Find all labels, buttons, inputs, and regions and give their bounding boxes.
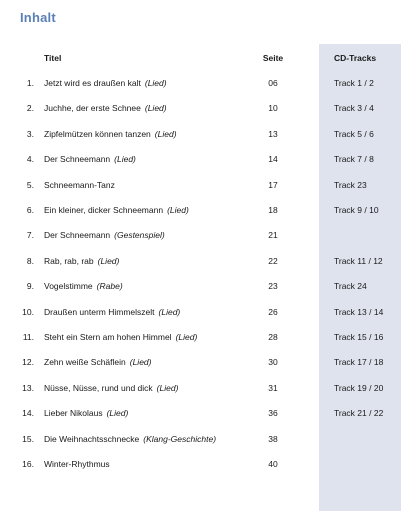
- entry-title: [44, 381, 178, 395]
- toc-entry-row: [0, 355, 416, 369]
- entry-number: 3.: [26, 129, 34, 139]
- toc-entry-row: [0, 330, 416, 344]
- entry-cd-track: Track 7 / 8: [334, 154, 374, 164]
- entry-title-text: Lieber Nikolaus: [44, 408, 103, 418]
- entry-title: [44, 330, 197, 344]
- entry-cd-track: Track 9 / 10: [334, 205, 379, 215]
- toc-header-row: [0, 51, 416, 65]
- entry-page: 36: [268, 408, 278, 418]
- entry-number: 1.: [26, 78, 34, 88]
- entry-title: [44, 254, 119, 268]
- entry-title: [44, 279, 123, 293]
- entry-page: 30: [268, 357, 278, 367]
- entry-note: (Klang-Geschichte): [143, 434, 217, 444]
- entry-note: (Lied): [114, 154, 136, 164]
- entry-title: [44, 127, 177, 141]
- entry-title-text: Zehn weiße Schäflein: [44, 357, 126, 367]
- entry-note: (Lied): [175, 332, 198, 342]
- entry-title: [44, 406, 128, 420]
- entry-cd-track: Track 23: [334, 180, 367, 190]
- page-heading: Inhalt: [20, 10, 56, 25]
- entry-title-text: Winter-Rhythmus: [44, 459, 110, 469]
- entry-title-text: Steht ein Stern am hohen Himmel: [44, 332, 172, 342]
- entry-page: 21: [268, 230, 278, 240]
- entry-title-text: Jetzt wird es draußen kalt: [44, 78, 141, 88]
- entry-title-text: Ein kleiner, dicker Schneemann: [44, 205, 164, 215]
- entry-number: 13.: [22, 383, 34, 393]
- entry-title-text: Nüsse, Nüsse, rund und dick: [44, 383, 153, 393]
- entry-note: (Lied): [106, 408, 129, 418]
- toc-entry-row: [0, 254, 416, 268]
- toc-entry-row: [0, 432, 416, 446]
- toc-entry-row: [0, 178, 416, 192]
- entry-page: 13: [268, 129, 278, 139]
- entry-title-text: Draußen unterm Himmelszelt: [44, 307, 155, 317]
- toc-entry-row: [0, 305, 416, 319]
- toc-entry-row: [0, 203, 416, 217]
- toc-entry-row: [0, 101, 416, 115]
- entry-note: (Lied): [97, 256, 120, 266]
- entry-cd-track: Track 3 / 4: [334, 103, 374, 113]
- entry-number: 15.: [22, 434, 34, 444]
- entry-title: [44, 152, 136, 166]
- entry-note: (Gestenspiel): [114, 230, 165, 240]
- entry-cd-track: Track 24: [334, 281, 367, 291]
- entry-note: (Lied): [144, 78, 167, 88]
- entry-note: (Lied): [156, 383, 179, 393]
- entry-page: 17: [268, 180, 278, 190]
- entry-page: 14: [268, 154, 278, 164]
- entry-title: [44, 432, 216, 446]
- entry-number: 2.: [26, 103, 34, 113]
- title-column-header: Titel: [44, 53, 62, 63]
- entry-number: 11.: [22, 332, 34, 342]
- entry-note: (Lied): [158, 307, 181, 317]
- entry-title-text: Vogelstimme: [44, 281, 93, 291]
- entry-number: 16.: [22, 459, 34, 469]
- entry-page: 31: [268, 383, 278, 393]
- entry-number: 6.: [26, 205, 34, 215]
- entry-title: [44, 76, 167, 90]
- entry-page: 22: [268, 256, 278, 266]
- entry-cd-track: Track 5 / 6: [334, 129, 374, 139]
- toc-entry-row: [0, 381, 416, 395]
- entry-number: 14.: [22, 408, 34, 418]
- toc-entry-row: [0, 127, 416, 141]
- entry-number: 4.: [26, 154, 34, 164]
- entry-cd-track: Track 13 / 14: [334, 307, 384, 317]
- entry-number: 5.: [26, 180, 34, 190]
- entry-title: [44, 101, 167, 115]
- entry-cd-track: Track 17 / 18: [334, 357, 384, 367]
- entry-title: [44, 178, 115, 192]
- entry-note: (Lied): [167, 205, 189, 215]
- entry-page: 06: [268, 78, 278, 88]
- page-column-header: Seite: [262, 53, 284, 63]
- entry-cd-track: Track 11 / 12: [334, 256, 383, 266]
- entry-title: [44, 305, 180, 319]
- entry-number: 12.: [22, 357, 34, 367]
- entry-page: 10: [268, 103, 278, 113]
- toc-entry-row: [0, 279, 416, 293]
- entry-number: 7.: [26, 230, 34, 240]
- toc-entry-row: [0, 76, 416, 90]
- entry-title-text: Rab, rab, rab: [44, 256, 94, 266]
- entry-title: [44, 203, 189, 217]
- entry-note: (Rabe): [96, 281, 123, 291]
- entry-note: (Lied): [144, 103, 167, 113]
- entry-number: 8.: [26, 256, 34, 266]
- toc-entry-row: [0, 457, 416, 471]
- tracks-column-header: CD-Tracks: [334, 53, 377, 63]
- entry-cd-track: Track 21 / 22: [334, 408, 384, 418]
- entry-number: 9.: [26, 281, 34, 291]
- entry-title-text: Der Schneemann: [44, 154, 111, 164]
- entry-note: (Lied): [129, 357, 152, 367]
- entry-page: 23: [268, 281, 278, 291]
- entry-cd-track: Track 19 / 20: [334, 383, 384, 393]
- entry-title-text: Die Weihnachtsschnecke: [44, 434, 140, 444]
- entry-page: 18: [268, 205, 278, 215]
- entry-title: [44, 228, 165, 242]
- entry-page: 40: [268, 459, 278, 469]
- entry-page: 28: [268, 332, 278, 342]
- entry-page: 38: [268, 434, 278, 444]
- entry-title-text: Zipfelmützen können tanzen: [44, 129, 151, 139]
- entry-cd-track: Track 15 / 16: [334, 332, 384, 342]
- entry-title-text: Schneemann-Tanz: [44, 180, 115, 190]
- entry-title-text: Juchhe, der erste Schnee: [44, 103, 141, 113]
- entry-cd-track: Track 1 / 2: [334, 78, 374, 88]
- toc-entry-row: [0, 228, 416, 242]
- entry-note: (Lied): [154, 129, 177, 139]
- entry-number: 10.: [22, 307, 34, 317]
- toc-entry-row: [0, 152, 416, 166]
- entry-title: [44, 355, 151, 369]
- entry-page: 26: [268, 307, 278, 317]
- toc-entry-row: [0, 406, 416, 420]
- entry-title-text: Der Schneemann: [44, 230, 111, 240]
- entry-title: [44, 457, 110, 471]
